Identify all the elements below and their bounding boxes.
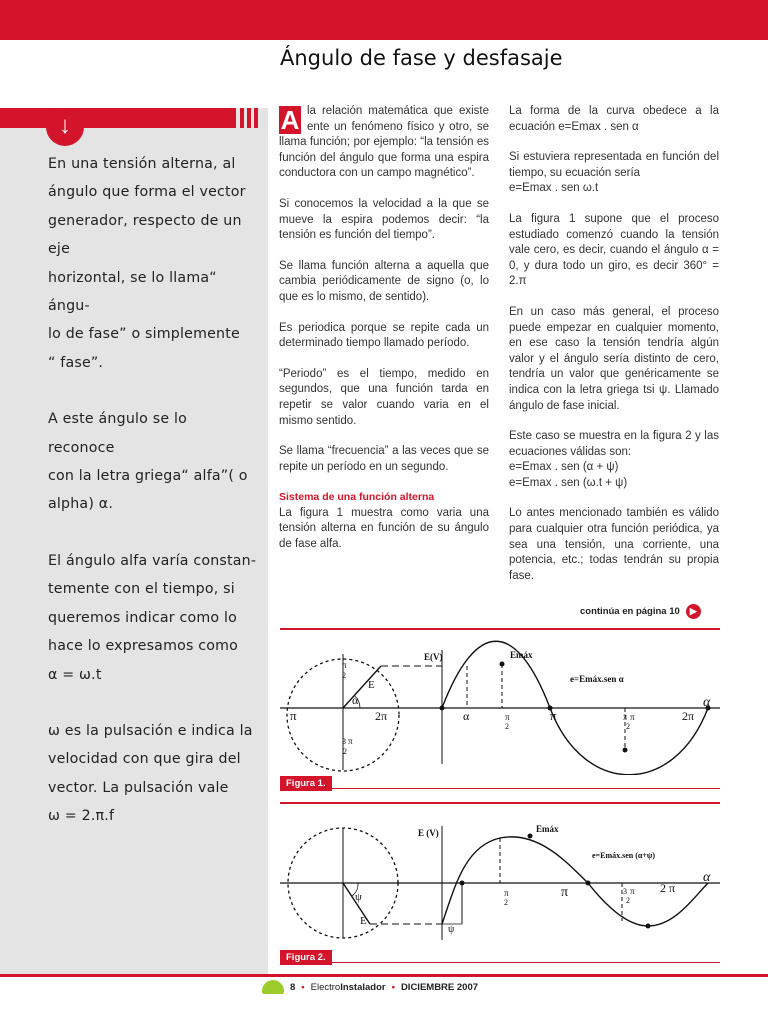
- sidebar-paragraph: El ángulo alfa varía constan- temente con el tiempo, si queremos indicar como lo hace lo expresamos como α = ω.t: [48, 552, 257, 683]
- half-pi-top-label: π: [342, 660, 347, 670]
- three-half-pi-den: 2: [626, 722, 630, 731]
- body-paragraph: La figura 1 supone que el proceso estudiado comenzó cuando la tensión vale cero, es decir, cuando el ángulo α = 0, y dura todo un giro, es decir 360° = 2.π: [509, 212, 719, 288]
- magazine-name: ElectroInstalador: [310, 981, 386, 993]
- three-half-pi-pi: π: [630, 886, 635, 896]
- sidebar-text: [48, 150, 258, 859]
- half-pi-tick-num: π: [504, 888, 509, 898]
- body-paragraph: Es periodica porque se repite cada un determinado tiempo llamado período.: [279, 321, 489, 350]
- figure-1-caption: Figura 1.: [280, 776, 332, 791]
- arrow-down-icon: ↓: [46, 108, 84, 146]
- trough-point: [623, 748, 628, 753]
- half-pi-tick-den: 2: [505, 722, 509, 731]
- page-title: Ángulo de fase y desfasaje: [280, 46, 563, 70]
- alpha-axis-label: α: [703, 695, 711, 710]
- article-column-2: [509, 104, 719, 599]
- body-paragraph: Se llama “frecuencia” a las veces que se repite un período en un segundo.: [279, 445, 489, 473]
- body-paragraph: La forma de la curva obedece a la ecuación e=Emax . sen α: [509, 105, 719, 133]
- three-half-pi-den: 2: [626, 896, 630, 905]
- sidebar-paragraph: A este ángulo se lo reconoce con la letra griega“ alfa”( o alpha) α.: [48, 411, 248, 513]
- figure-2-caption: Figura 2.: [280, 950, 332, 965]
- top-banner: [0, 0, 768, 40]
- drop-cap: A: [280, 105, 300, 135]
- half-pi-tick-den: 2: [504, 898, 508, 907]
- two-pi-tick-label: 2π: [682, 709, 695, 723]
- three-half-pi-left-num: 3: [342, 737, 346, 746]
- psi-angle-label: ψ: [355, 891, 362, 903]
- emax-label: Emáx: [510, 650, 533, 660]
- two-pi-tick-label: 2 π: [660, 881, 676, 895]
- strip-bar: [240, 108, 244, 128]
- issue-date: DICIEMBRE 2007: [400, 981, 479, 993]
- continued-link[interactable]: [580, 604, 701, 619]
- alpha-axis-label: α: [703, 870, 711, 885]
- three-half-pi-left-den: 2: [343, 747, 347, 756]
- pi-tick-label: π: [561, 885, 569, 900]
- page-number: 8: [290, 981, 296, 993]
- body-paragraph: Se llama función alterna a aquella que cambia periódicamente de signo (o, lo que es lo mismo, de sentido).: [279, 259, 489, 303]
- figure-2-caption-line: [326, 962, 720, 963]
- origin-point: [440, 706, 445, 711]
- pi-left-label: π: [290, 708, 297, 723]
- two-pi-left-label: 2π: [375, 709, 388, 723]
- body-paragraph: “Periodo” es el tiempo, medido en segundos, que una función tarda en repetir se valor cuando varia en el mismo sentido.: [279, 367, 489, 427]
- three-half-pi-pi: π: [630, 712, 635, 722]
- body-paragraph: Si conocemos la velocidad a la que se mueve la espira podemos decir: “la tensión es función del tiempo”.: [279, 197, 489, 242]
- footer-bullet: •: [391, 981, 395, 993]
- three-half-pi-num: 3: [623, 713, 627, 722]
- figure-2-diagram: [280, 816, 720, 946]
- alpha-tick-label: α: [463, 709, 470, 723]
- peak-point: [500, 662, 505, 667]
- psi-tick-label: ψ: [448, 924, 455, 935]
- sidebar-paragraph: En una tensión alterna, al ángulo que forma el vector generador, respecto de un eje horizontal, se lo llama“ ángu- lo de fase” o simplemente “ fase”.: [48, 156, 246, 371]
- figure-1-caption-line: [326, 788, 720, 789]
- vector-label: E: [368, 679, 375, 691]
- equation-label: e=Emáx.sen (α+ψ): [592, 851, 656, 860]
- trough-point: [646, 924, 651, 929]
- peak-point: [528, 834, 533, 839]
- helmet-icon: [262, 980, 284, 994]
- equation-label: e=Emáx.sen α: [570, 674, 624, 684]
- figure-1-top-rule: [280, 628, 720, 630]
- body-paragraph: Si estuviera representada en función del tiempo, su ecuación sería e=Emax . sen ω.t: [509, 151, 719, 195]
- page-footer: [262, 980, 478, 994]
- zero-crossing-point: [460, 881, 465, 886]
- alpha-angle-label: α: [352, 693, 359, 707]
- e-axis-label: E (V): [418, 828, 439, 838]
- play-arrow-icon: ▶: [686, 604, 701, 619]
- pi-tick-label: π: [550, 708, 557, 723]
- half-pi-tick-num: π: [505, 712, 510, 722]
- vector-label: E: [360, 915, 367, 927]
- article-column-1: [279, 104, 489, 568]
- body-paragraph: En un caso más general, el proceso puede empezar en cualquier momento, en ese caso la tensión tendría algún valor y el ángulo sería distinto de cero, tendría un valor que genéricamente se indica con la letra griega tsi ψ. Llamado ángulo de fase inicial.: [509, 305, 719, 412]
- figure-1-diagram: [280, 640, 720, 775]
- three-half-pi-num: 3: [623, 887, 627, 896]
- figure-2-top-rule: [280, 802, 720, 804]
- section-subheading: Sistema de una función alterna: [279, 491, 435, 504]
- e-axis-label: E(V): [424, 652, 443, 662]
- footer-bullet: •: [301, 981, 305, 993]
- sidebar-paragraph: ω es la pulsación e indica la velocidad con que gira del vector. La pulsación vale ω = 2.π.f: [48, 722, 253, 825]
- phasor-vector: [343, 666, 381, 708]
- strip-bar: [254, 108, 258, 128]
- footer-rule: [0, 974, 768, 977]
- emax-label: Emáx: [536, 824, 559, 834]
- body-paragraph: Este caso se muestra en la figura 2 y las ecuaciones válidas son: e=Emax . sen (α + ψ) e=Emax . sen (ω.t + ψ): [509, 430, 719, 489]
- body-paragraph: La figura 1 muestra como varia una tensión alterna en función de su ángulo de fase alfa.: [279, 506, 489, 551]
- body-paragraph: A la relación matemática que existe ente un fenómeno físico y otro, se llama función; por ejemplo: “la tensión es función del ángulo que forma una espira conductora con un campo magnético”.: [279, 105, 489, 180]
- pi-point: [586, 881, 591, 886]
- strip-bar: [247, 108, 251, 128]
- sidebar-red-strip: [0, 108, 236, 128]
- three-half-pi-left-pi: π: [348, 736, 353, 746]
- half-pi-top-den: 2: [342, 671, 346, 680]
- body-paragraph: Lo antes mencionado también es válido para cualquier otra función periódica, ya sea una tensión, una corriente, una potencia, etc.; todas tendrán su propia fase.: [509, 507, 719, 582]
- continued-text: continúa en página 10: [580, 606, 680, 617]
